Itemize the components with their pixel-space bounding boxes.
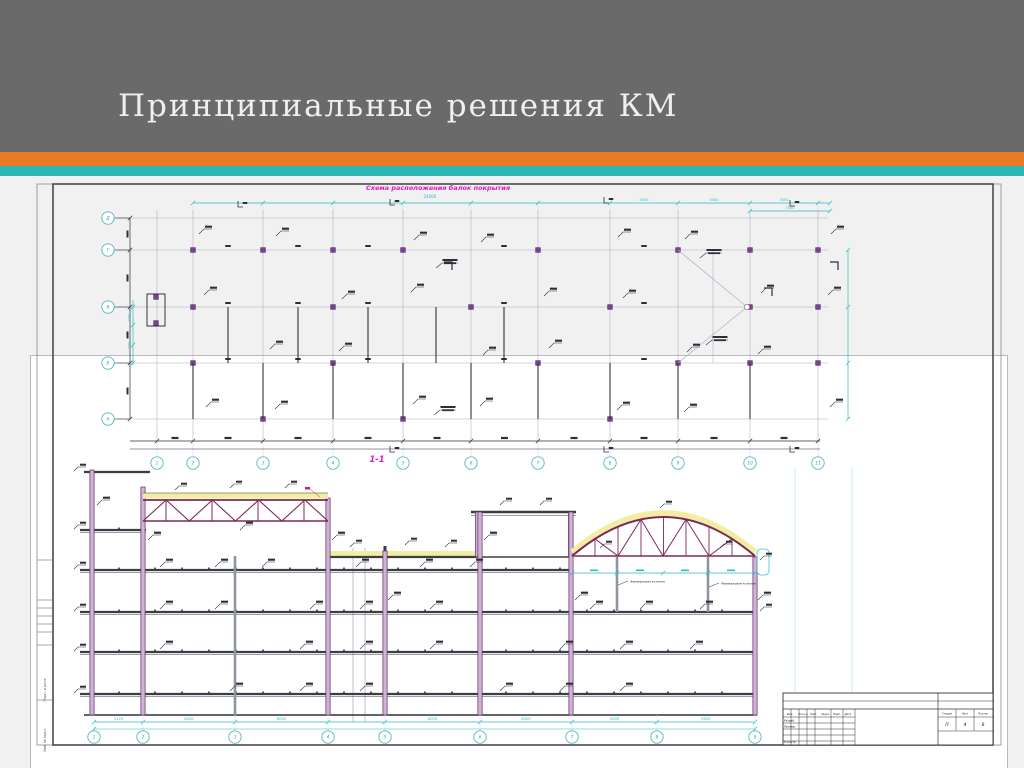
svg-text:Разраб.: Разраб. bbox=[784, 718, 795, 723]
svg-text:6000: 6000 bbox=[276, 716, 287, 721]
svg-text:6000: 6000 bbox=[184, 716, 194, 721]
svg-text:Б: Б bbox=[106, 361, 110, 367]
svg-text:1-1: 1-1 bbox=[369, 455, 385, 465]
svg-text:3000: 3000 bbox=[779, 198, 789, 202]
svg-text:2: 2 bbox=[141, 735, 145, 741]
svg-text:1: 1 bbox=[92, 735, 96, 741]
svg-text:Г: Г bbox=[106, 248, 110, 254]
svg-text:24000: 24000 bbox=[423, 194, 437, 199]
svg-text:Лист: Лист bbox=[810, 713, 817, 716]
svg-text:Стадия: Стадия bbox=[942, 712, 952, 716]
section-view bbox=[74, 455, 852, 743]
svg-text:6: 6 bbox=[469, 461, 473, 467]
svg-text:Инв. № подл.: Инв. № подл. bbox=[43, 728, 47, 752]
svg-text:5: 5 bbox=[383, 735, 387, 741]
svg-text:П: П bbox=[945, 723, 949, 728]
svg-text:8000: 8000 bbox=[427, 716, 438, 721]
svg-text:7: 7 bbox=[570, 735, 574, 741]
sheet-frame bbox=[37, 184, 1001, 752]
svg-text:11: 11 bbox=[815, 461, 821, 467]
svg-text:3125: 3125 bbox=[113, 716, 124, 721]
svg-text:4: 4 bbox=[963, 723, 967, 728]
svg-text:3000: 3000 bbox=[709, 198, 719, 202]
svg-text:Дата: Дата bbox=[844, 713, 852, 716]
svg-text:10: 10 bbox=[747, 461, 753, 467]
svg-text:Д: Д bbox=[106, 216, 110, 222]
svg-text:Фахверковая колонна: Фахверковая колонна bbox=[630, 579, 665, 584]
svg-text:9000: 9000 bbox=[701, 716, 711, 721]
svg-text:Листов: Листов bbox=[978, 712, 988, 716]
svg-text:8: 8 bbox=[981, 723, 985, 728]
svg-text:8000: 8000 bbox=[521, 716, 531, 721]
svg-text:9: 9 bbox=[676, 461, 680, 467]
svg-text:Фахверковая колонна: Фахверковая колонна bbox=[721, 581, 756, 586]
svg-text:2: 2 bbox=[191, 461, 195, 467]
svg-text:А: А bbox=[106, 417, 110, 423]
svg-text:Н.контр.: Н.контр. bbox=[784, 740, 797, 744]
svg-text:Схема расположения балок покры: Схема расположения балок покрытия bbox=[366, 184, 510, 192]
svg-text:4: 4 bbox=[331, 461, 335, 467]
svg-text:8: 8 bbox=[608, 461, 612, 467]
svg-text:7: 7 bbox=[536, 461, 540, 467]
plan-view bbox=[102, 184, 850, 469]
svg-text:1500: 1500 bbox=[127, 314, 131, 322]
svg-text:6: 6 bbox=[478, 735, 482, 741]
svg-text:4: 4 bbox=[326, 735, 330, 741]
svg-text:5: 5 bbox=[401, 461, 405, 467]
svg-text:Кол.уч.: Кол.уч. bbox=[798, 713, 809, 716]
svg-text:3: 3 bbox=[233, 735, 237, 741]
svg-text:В: В bbox=[106, 305, 110, 311]
svg-text:Лист: Лист bbox=[961, 712, 969, 716]
svg-text:1500: 1500 bbox=[127, 342, 131, 350]
svg-text:3: 3 bbox=[261, 461, 265, 467]
svg-text:Изм.: Изм. bbox=[787, 713, 794, 716]
svg-text:9: 9 bbox=[753, 735, 757, 741]
svg-text:7500: 7500 bbox=[785, 206, 795, 210]
svg-text:Подп. и дата: Подп. и дата bbox=[43, 678, 47, 702]
svg-text:Провер.: Провер. bbox=[784, 724, 796, 729]
slide-title: Принципиальные решения КМ bbox=[118, 88, 679, 124]
title-block bbox=[783, 693, 993, 745]
svg-text:№док.: №док. bbox=[821, 713, 830, 716]
svg-text:Подп.: Подп. bbox=[833, 713, 841, 716]
svg-text:8: 8 bbox=[655, 735, 659, 741]
svg-text:1: 1 bbox=[155, 461, 159, 467]
svg-text:3000: 3000 bbox=[639, 198, 649, 202]
svg-text:9000: 9000 bbox=[609, 716, 620, 721]
